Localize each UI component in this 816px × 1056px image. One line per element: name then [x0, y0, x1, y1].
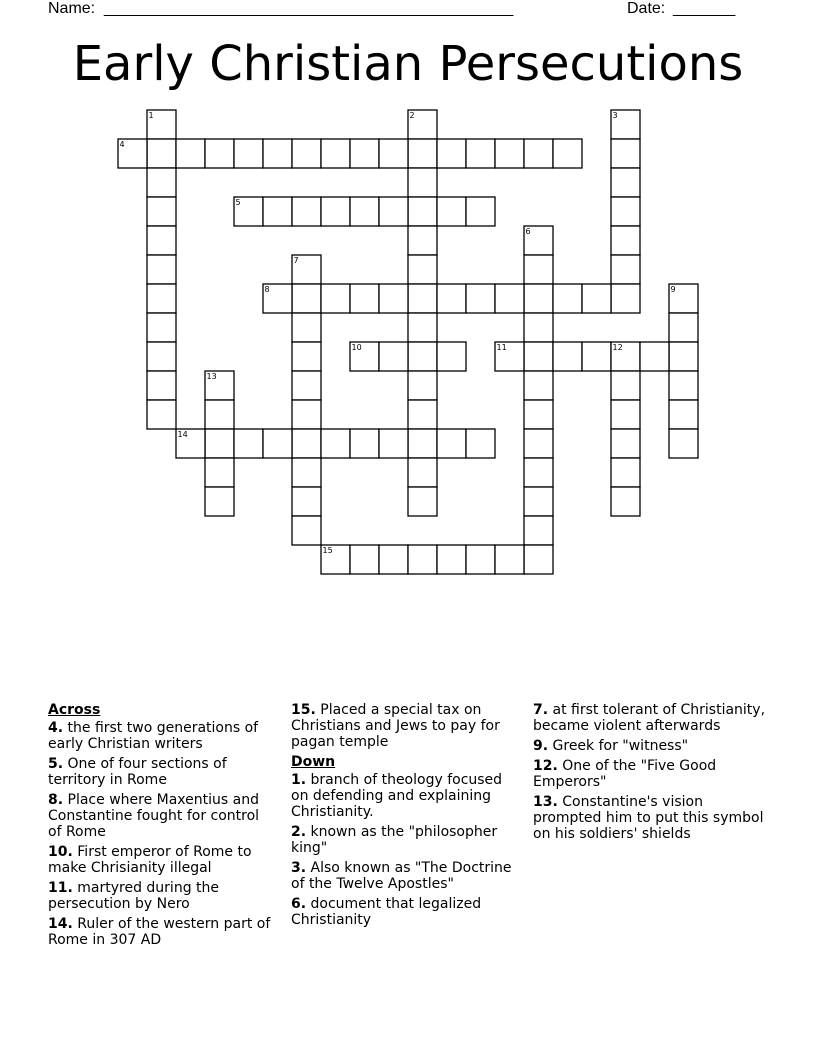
clue-text: Greek for "witness" — [552, 738, 689, 754]
grid-cell[interactable] — [669, 342, 698, 371]
grid-cell[interactable] — [234, 429, 263, 458]
clue-down-13 — [533, 794, 769, 842]
grid-cell[interactable] — [292, 284, 321, 313]
grid-cell[interactable] — [408, 284, 437, 313]
cell-number: 4 — [119, 140, 125, 149]
grid-cell[interactable] — [379, 197, 408, 226]
grid-cell[interactable] — [292, 139, 321, 168]
grid-cell[interactable] — [611, 197, 640, 226]
grid-cell[interactable] — [176, 139, 205, 168]
grid-cell[interactable] — [263, 429, 292, 458]
cell-number: 9 — [670, 285, 676, 294]
grid-cell[interactable] — [524, 545, 553, 574]
clue-number: 12. — [533, 758, 558, 774]
grid-cell[interactable] — [350, 197, 379, 226]
grid-cell[interactable] — [379, 429, 408, 458]
grid-cell[interactable] — [524, 487, 553, 516]
grid-cell[interactable] — [524, 458, 553, 487]
grid-cell[interactable] — [408, 168, 437, 197]
grid-cell[interactable] — [147, 400, 176, 429]
grid-cell[interactable] — [408, 545, 437, 574]
grid-cell[interactable] — [408, 139, 437, 168]
clue-number: 15. — [291, 702, 316, 718]
grid-cell[interactable] — [524, 255, 553, 284]
clue-across-5 — [48, 756, 276, 788]
grid-cell[interactable] — [321, 284, 350, 313]
clue-across-8 — [48, 792, 276, 840]
clue-across-4 — [48, 720, 276, 752]
down-heading: Down — [291, 754, 336, 770]
grid-cell[interactable] — [466, 284, 495, 313]
grid-cell[interactable] — [553, 342, 582, 371]
grid-cell[interactable] — [524, 400, 553, 429]
grid-cell[interactable] — [205, 487, 234, 516]
grid-cell[interactable] — [350, 545, 379, 574]
clue-number: 2. — [291, 824, 307, 840]
grid-cell[interactable] — [205, 429, 234, 458]
clue-number: 3. — [291, 860, 307, 876]
grid-cell[interactable] — [524, 284, 553, 313]
grid-cell[interactable] — [524, 342, 553, 371]
clue-text: One of the "Five Good Emperors" — [533, 758, 717, 790]
grid-cell[interactable] — [292, 487, 321, 516]
grid-cell[interactable] — [553, 284, 582, 313]
clue-across-10 — [48, 844, 276, 876]
clue-text: martyred during the persecution by Nero — [48, 880, 220, 912]
clue-number: 5. — [48, 756, 64, 772]
grid-cell[interactable] — [611, 168, 640, 197]
grid-cell[interactable] — [669, 313, 698, 342]
grid-cell[interactable] — [292, 342, 321, 371]
grid-cell[interactable] — [611, 371, 640, 400]
name-field[interactable]: ______________________________________________ — [104, 0, 514, 17]
grid-cell[interactable] — [582, 284, 611, 313]
grid-cell[interactable] — [437, 342, 466, 371]
grid-cell[interactable] — [292, 400, 321, 429]
cell-number: 11 — [496, 343, 507, 352]
clue-down-12 — [533, 758, 769, 790]
date-label: Date: — [627, 0, 666, 17]
grid-cell[interactable] — [408, 458, 437, 487]
grid-cell[interactable] — [321, 139, 350, 168]
grid-cell[interactable] — [379, 545, 408, 574]
grid-cell[interactable] — [437, 545, 466, 574]
clue-text: One of four sections of territory in Rome — [48, 756, 227, 788]
clue-number: 14. — [48, 916, 73, 932]
clues-column-3 — [533, 702, 769, 846]
grid-cell[interactable] — [495, 139, 524, 168]
grid-cell[interactable] — [321, 429, 350, 458]
clue-down-3 — [291, 860, 523, 892]
grid-cell[interactable] — [669, 371, 698, 400]
name-label: Name: — [48, 0, 96, 17]
grid-cell[interactable] — [147, 226, 176, 255]
grid-cell[interactable] — [611, 458, 640, 487]
grid-cell[interactable] — [379, 342, 408, 371]
grid-cell[interactable] — [408, 255, 437, 284]
grid-cell[interactable] — [147, 139, 176, 168]
clue-across-14 — [48, 916, 276, 948]
grid-cell[interactable] — [466, 545, 495, 574]
grid-cell[interactable] — [669, 400, 698, 429]
grid-cell[interactable] — [437, 429, 466, 458]
grid-cell[interactable] — [292, 429, 321, 458]
grid-cell[interactable] — [408, 197, 437, 226]
grid-cell[interactable] — [611, 255, 640, 284]
grid-cell[interactable] — [408, 313, 437, 342]
grid-cell[interactable] — [466, 197, 495, 226]
clue-text: the first two generations of early Christian writers — [48, 720, 259, 752]
clue-text: known as the "philosopher king" — [291, 824, 498, 856]
clue-number: 6. — [291, 896, 307, 912]
clue-text: Ruler of the western part of Rome in 307 AD — [48, 916, 271, 948]
cell-number: 15 — [322, 546, 333, 555]
cell-number: 14 — [177, 430, 188, 439]
grid-cell[interactable] — [524, 139, 553, 168]
grid-cell[interactable] — [553, 139, 582, 168]
cell-number: 3 — [612, 111, 618, 120]
grid-cell[interactable] — [408, 371, 437, 400]
cell-number: 7 — [293, 256, 299, 265]
grid-cell[interactable] — [408, 487, 437, 516]
grid-cell[interactable] — [292, 313, 321, 342]
grid-cell[interactable] — [408, 429, 437, 458]
grid-cell[interactable] — [437, 284, 466, 313]
grid-cell[interactable] — [524, 516, 553, 545]
clue-text: at first tolerant of Christianity, became violent afterwards — [533, 702, 766, 734]
grid-cell[interactable] — [379, 139, 408, 168]
grid-cell[interactable] — [350, 429, 379, 458]
cell-number: 6 — [525, 227, 531, 236]
grid-cell[interactable] — [321, 197, 350, 226]
grid-cell[interactable] — [669, 429, 698, 458]
grid-cell[interactable] — [408, 226, 437, 255]
clue-number: 11. — [48, 880, 73, 896]
clue-text: Place where Maxentius and Constantine fought for control of Rome — [48, 792, 260, 840]
grid-cell[interactable] — [292, 371, 321, 400]
grid-cell[interactable] — [147, 284, 176, 313]
grid-cell[interactable] — [292, 197, 321, 226]
cell-number: 10 — [351, 343, 362, 352]
clue-text: Constantine's vision prompted him to put this symbol on his soldiers' shields — [533, 794, 764, 842]
grid-cell[interactable] — [205, 139, 234, 168]
grid-cell[interactable] — [611, 429, 640, 458]
clue-text: branch of theology focused on defending and explaining Christianity. — [291, 772, 503, 820]
clue-down-1 — [291, 772, 523, 820]
grid-cell[interactable] — [437, 197, 466, 226]
grid-cell[interactable] — [147, 313, 176, 342]
clues-column-1 — [48, 702, 276, 952]
grid-cell[interactable] — [147, 197, 176, 226]
clue-number: 9. — [533, 738, 549, 754]
clue-text: First emperor of Rome to make Chrisianity illegal — [48, 844, 252, 876]
cell-number: 8 — [264, 285, 270, 294]
grid-cell[interactable] — [408, 342, 437, 371]
grid-cell[interactable] — [466, 139, 495, 168]
cell-number: 5 — [235, 198, 241, 207]
grid-cell[interactable] — [640, 342, 669, 371]
clue-down-9 — [533, 738, 769, 754]
grid-cell[interactable] — [147, 371, 176, 400]
grid-cell[interactable] — [611, 400, 640, 429]
clues-column-2 — [291, 702, 523, 932]
grid-cell[interactable] — [437, 139, 466, 168]
grid-cell[interactable] — [524, 429, 553, 458]
grid-cell[interactable] — [524, 313, 553, 342]
clue-number: 8. — [48, 792, 64, 808]
clue-across-11 — [48, 880, 276, 912]
grid-cell[interactable] — [611, 226, 640, 255]
grid-cell[interactable] — [234, 139, 263, 168]
grid-cell[interactable] — [582, 342, 611, 371]
grid-cell[interactable] — [350, 139, 379, 168]
grid-cell[interactable] — [292, 458, 321, 487]
cell-number: 12 — [612, 343, 623, 352]
cell-number: 13 — [206, 372, 217, 381]
clue-down-6 — [291, 896, 523, 928]
clue-text: Also known as "The Doctrine of the Twelve Apostles" — [291, 860, 512, 892]
grid-cell[interactable] — [524, 371, 553, 400]
across-heading: Across — [48, 702, 101, 718]
clue-number: 7. — [533, 702, 549, 718]
grid-cell[interactable] — [147, 342, 176, 371]
clue-number: 13. — [533, 794, 558, 810]
clue-down-2 — [291, 824, 523, 856]
cell-number: 2 — [409, 111, 415, 120]
clue-across-15 — [291, 702, 523, 750]
grid-cell[interactable] — [408, 400, 437, 429]
grid-cell[interactable] — [611, 284, 640, 313]
grid-cell[interactable] — [263, 139, 292, 168]
date-field[interactable]: _______ — [673, 0, 736, 17]
grid-cell[interactable] — [205, 458, 234, 487]
grid-cell[interactable] — [379, 284, 408, 313]
grid-cell[interactable] — [466, 429, 495, 458]
clue-down-7 — [533, 702, 769, 734]
grid-cell[interactable] — [147, 168, 176, 197]
grid-cell[interactable] — [205, 400, 234, 429]
grid-cell[interactable] — [263, 197, 292, 226]
grid-cell[interactable] — [495, 545, 524, 574]
clue-number: 10. — [48, 844, 73, 860]
clue-text: document that legalized Christianity — [291, 896, 482, 928]
grid-cell[interactable] — [611, 139, 640, 168]
clue-number: 1. — [291, 772, 307, 788]
cell-number: 1 — [148, 111, 154, 120]
grid-cell[interactable] — [495, 284, 524, 313]
grid-cell[interactable] — [147, 255, 176, 284]
grid-cell[interactable] — [611, 487, 640, 516]
page-title: Early Christian Persecutions — [72, 36, 744, 92]
clue-text: Placed a special tax on Christians and Jews to pay for pagan temple — [291, 702, 500, 750]
grid-cell[interactable] — [350, 284, 379, 313]
clue-number: 4. — [48, 720, 64, 736]
grid-cell[interactable] — [292, 516, 321, 545]
